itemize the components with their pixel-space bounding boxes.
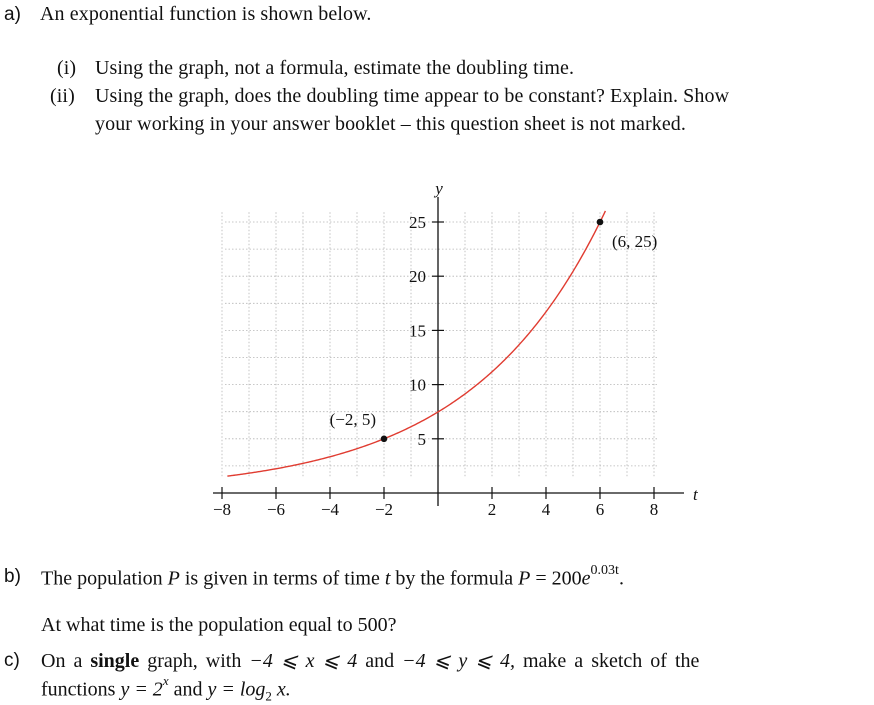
func2-sub: 2 xyxy=(265,688,272,704)
formula-eq: = 200 xyxy=(535,567,582,590)
formula-end: . xyxy=(618,567,624,590)
x-tick-label: 8 xyxy=(649,500,659,519)
marked-points xyxy=(330,219,658,442)
part-a-label: a) xyxy=(4,4,21,25)
exponential-curve xyxy=(227,211,605,476)
x-tick-label: 4 xyxy=(541,500,551,519)
part-b-statement xyxy=(41,563,624,591)
exponential-graph xyxy=(0,170,874,530)
formula-e: e xyxy=(581,567,591,590)
part-b-label: b) xyxy=(4,566,21,587)
y-tick-label: 20 xyxy=(409,267,426,287)
x-tick-label: 2 xyxy=(487,500,497,519)
part-c-bold: single xyxy=(90,650,140,672)
part-c-range1: −4 ⩽ x ⩽ 4 xyxy=(249,650,358,672)
y-tick-label: 10 xyxy=(409,375,426,395)
part-a-ii-number: (ii) xyxy=(50,85,75,107)
x-tick-label: −6 xyxy=(266,500,286,519)
part-c-line2-start: functions xyxy=(41,678,116,701)
formula-lhs: P xyxy=(518,567,531,590)
part-b-text: The population xyxy=(41,567,163,590)
x-tick-label: −4 xyxy=(320,500,340,519)
func1-exp: x xyxy=(162,673,169,688)
part-a-i-text: Using the graph, not a formula, estimate the doubling time. xyxy=(95,57,575,79)
func2: y = log xyxy=(207,678,266,701)
x-tick-label: 6 xyxy=(595,500,605,519)
y-tick-label: 15 xyxy=(409,321,426,341)
part-c-label: c) xyxy=(4,650,20,671)
func1-lhs: y = 2 xyxy=(120,678,163,701)
part-c-range2: −4 ⩽ y ⩽ 4, xyxy=(402,650,515,672)
x-tick-label: −8 xyxy=(212,500,232,519)
var-p: P xyxy=(167,567,180,590)
y-tick-label: 25 xyxy=(409,213,426,232)
var-t: t xyxy=(384,567,391,590)
part-b-question: At what time is the population equal to 500? xyxy=(41,614,397,636)
point-label: (6, 25) xyxy=(612,232,658,251)
part-c-text4: make a sketch of the xyxy=(523,650,700,672)
x-tick-label: −2 xyxy=(374,500,394,519)
part-b-text3: by the formula xyxy=(395,567,514,590)
part-a-ii-line1: Using the graph, does the doubling time appear to be constant? Explain. Show xyxy=(95,85,730,107)
y-tick-label: 5 xyxy=(417,429,426,449)
marked-point xyxy=(597,219,604,226)
part-b-text2: is given in terms of time xyxy=(184,567,380,590)
part-c-text3: and xyxy=(365,650,395,672)
ticks xyxy=(213,213,658,519)
point-label: (−2, 5) xyxy=(329,409,376,429)
x-axis-label: t xyxy=(693,485,698,504)
formula-exp: 0.03t xyxy=(590,563,619,578)
part-a-intro: An exponential function is shown below. xyxy=(40,3,372,25)
grid xyxy=(222,212,657,478)
func2-end: x. xyxy=(276,678,291,701)
marked-point xyxy=(381,436,388,443)
part-c-text1: On a xyxy=(41,650,83,672)
part-c-line1 xyxy=(41,648,699,673)
part-c-text2: graph, with xyxy=(147,650,242,672)
part-a-ii-line2: your working in your answer booklet – this question sheet is not marked. xyxy=(95,113,686,135)
part-c-line2 xyxy=(41,673,291,705)
part-a-i-number: (i) xyxy=(57,57,77,79)
y-axis-label: y xyxy=(435,179,443,198)
part-c-text5: and xyxy=(173,678,203,701)
